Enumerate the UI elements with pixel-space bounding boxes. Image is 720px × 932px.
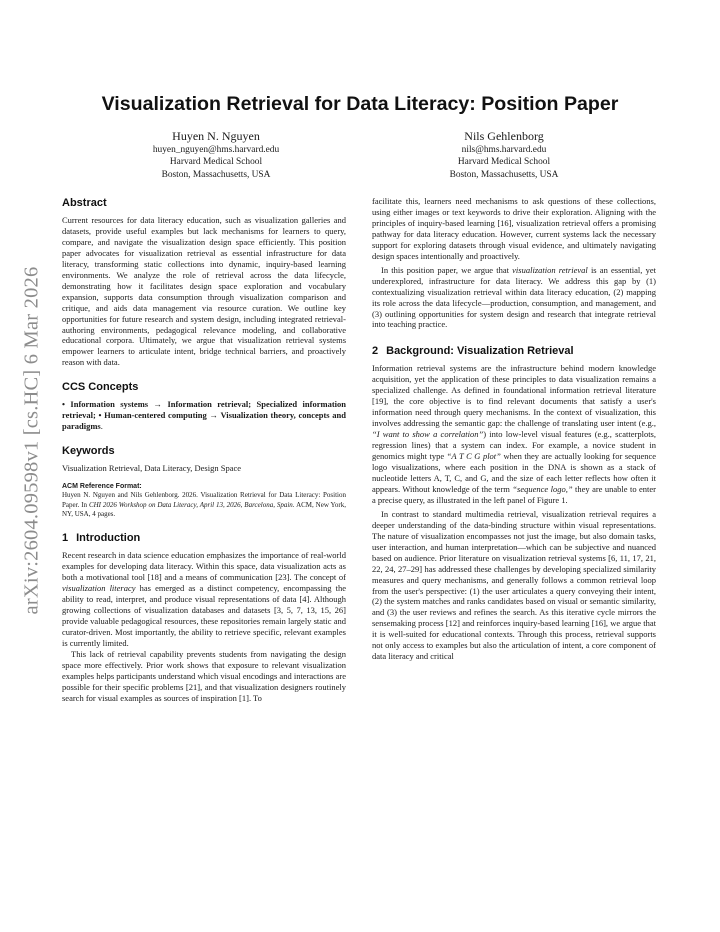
- keywords-heading: Keywords: [62, 445, 115, 458]
- quoted-example: “A T C G plot”: [446, 451, 501, 462]
- ccs-end: .: [100, 421, 103, 432]
- arxiv-identifier: arXiv:2604.09598v1 [cs.HC] 6 Mar 2026: [20, 266, 43, 614]
- section-number: 1: [62, 532, 69, 545]
- author-block-1: [96, 128, 336, 181]
- text-run: Recent research in data science education emphasizes the importance of real-world examples for developing data literacy. Within this space, data visualization acts as both a motivational tool [18] and a means of communication [23]. The concept of: [62, 550, 346, 583]
- arxiv-stamp: [12, 200, 52, 680]
- author-email: huyen_nguyen@hms.harvard.edu: [152, 145, 280, 155]
- author-location: Boston, Massachusetts, USA: [161, 169, 271, 180]
- acm-reference-publisher: ACM, New York, NY, USA, 4 pages.: [62, 500, 346, 518]
- author-affiliation: Harvard Medical School: [457, 157, 551, 168]
- text-run: has emerged as a distinct competency, encompassing the ability to read, interpret, and produce visual representations of data [4]. Although growing collections of visualization databases and datasets [3, 5, 7, 13, 15, 26] provide valuable pedagogical resources, these repositories remain largely static and curator-driven. Most importantly, the ability to retrieve specific, relevant examples is currently limited.: [62, 583, 346, 648]
- introduction-paragraph-4: [372, 265, 656, 331]
- introduction-paragraph-2: This lack of retrieval capability prevents students from navigating the design space more effectively. Prior work shows that exposure to relevant visualization examples helps participants understand which visual encodings and interactions are possible for their specific problems [21], and that visualization designers routinely search for visual examples as sources of inspiration [1]. To: [62, 648, 346, 703]
- ccs-bullet-human-centered: • Human-centered computing → Visualization theory, concepts and paradigms: [62, 410, 346, 432]
- text-run: when they are actually looking for sequence logo visualizations, where each position in the DNA is shown as a stack of nucleotide letters A, T, C, and G, and the size of each letter reflects how often it appears. Without knowledge of the term: [372, 451, 657, 494]
- introduction-heading: [62, 531, 346, 545]
- left-column: [62, 196, 346, 704]
- background-heading: [372, 344, 656, 358]
- introduction-paragraph-3: facilitate this, learners need mechanisms to ask questions of these collections, using either images or text keywords to drive their exploration. Aligning with the principles of inquiry-based learning [16], visualization retrieval offers a promising pathway for data literacy education. However, current systems lack the necessary support for exploring datasets through visual evidence, and ultimately navigating design spaces intentionally and proactively.: [372, 196, 656, 261]
- acm-reference-text: [62, 491, 346, 519]
- keywords-text: Visualization Retrieval, Data Literacy, Design Space: [62, 463, 242, 474]
- emphasis-term: visualization retrieval: [512, 264, 588, 275]
- ccs-bullet-information-systems: • Information systems → Information retrieval; Specialized information retrieval;: [62, 399, 346, 421]
- acm-reference-venue: CHI 2026 Workshop on Data Literacy, April 13, 2026, Barcelona, Spain.: [88, 500, 295, 509]
- author-block-2: [384, 128, 624, 181]
- quoted-example: “sequence logo,”: [512, 483, 573, 494]
- background-paragraph-1: [372, 363, 656, 505]
- author-email: nils@hms.harvard.edu: [461, 145, 547, 155]
- background-paragraph-2: In contrast to standard multimedia retrieval, visualization retrieval requires a deeper understanding of the data-binding structure within visual representations. The nature of visualization encompasses not just the image, but also domain tasks, user interaction, and human interpretation—which can be subjective and nuanced based on audience. Prior literature on visualization retrieval systems [6, 11, 17, 21, 22, 24, 27–29] has addressed these challenges by developing specialized similarity measures and query mechanisms, and generally follows a common retrieval loop from the user's perspective: (1) the user articulates a query conveying their intent, (2) the system matches and ranks candidates based on visual or semantic similarity, and (3) the user reviews and refines the search. As this iterative cycle mirrors the sensemaking process [12] and reinforces inquiry-based learning [16], we argue that it is well-suited for educational contexts. Through this process, retrieval supports not only access to examples but also the articulation of intent, a core component of data literacy and critical: [372, 508, 656, 662]
- emphasis-term: visualization literacy: [62, 583, 136, 594]
- author-name: Huyen N. Nguyen: [172, 129, 260, 143]
- text-run: is an essential, yet underexplored, infrastructure for data literacy. We address this gap by (1) contextualizing visualization retrieval within data literacy education, (2) mapping its role across the data lifecycle—production, consumption, and management, and (3) outlining opportunities for system design and research that integrate retrieval into teaching practice.: [372, 264, 656, 330]
- section-title: Background: Visualization Retrieval: [386, 345, 574, 358]
- text-run: they are unable to enter a precise query, as illustrated in the left panel of Figure 1.: [372, 483, 656, 505]
- paper-title: Visualization Retrieval for Data Literacy: Position Paper: [101, 93, 619, 115]
- quoted-example: “I want to show a correlation”: [372, 429, 484, 440]
- section-title: Introduction: [76, 532, 141, 545]
- author-name: Nils Gehlenborg: [464, 129, 544, 143]
- author-location: Boston, Massachusetts, USA: [449, 169, 559, 180]
- abstract-heading: Abstract: [62, 197, 107, 209]
- text-run: ) into low-level visual features (e.g., scatterplots, regression lines) that a system can index. For example, a novice student in genomics might type: [372, 429, 656, 462]
- text-run: In this position paper, we argue that: [381, 264, 513, 275]
- author-affiliation: Harvard Medical School: [169, 157, 263, 168]
- section-number: 2: [372, 345, 379, 358]
- acm-reference-label: ACM Reference Format:: [62, 483, 142, 491]
- text-run: Information retrieval systems are the infrastructure behind modern knowledge acquisition, yet the application of these principles to data visualization remains a specialized challenge. As defined in foundational information retrieval literature [19], the core objective is to find relevant documents that satisfy a user's information need through query mechanisms. In the context of visualization, this involves addressing the semantic gap: the challenge of translating user intent (e.g.,: [372, 363, 656, 429]
- ccs-heading: CCS Concepts: [62, 381, 139, 394]
- right-column: [372, 196, 656, 662]
- abstract-text: Current resources for data literacy education, such as visualization galleries and datasets, provide useful examples but lack mechanisms for learners to query, compare, and navigate the visualization design space efficiently. This position paper advocates for visualization retrieval as essential infrastructure for data literacy, transforming static collections into dynamic, inquiry-based learning environments. We analyze the role of retrieval across the data lifecycle, demonstrating how it facilitates design space exploration and vocabulary expansion, supports data consumption through visualization comparison and critique, and aids data management via resource curation. We outline key opportunities for future research and system design, including integrated retrieval-authoring environments, pedagogical relevance modeling, and collaborative educational corpora. Ultimately, we argue that visualization retrieval systems empower learners to articulate intent, bridge technical barriers, and proactively reason with data.: [62, 215, 346, 368]
- ccs-concepts: [62, 399, 346, 432]
- acm-reference-authors: Huyen N. Nguyen and Nils Gehlenborg. 2026. Visualization Retrieval for Data Literacy: Position Paper. In: [62, 491, 346, 509]
- introduction-paragraph-1: [62, 550, 346, 649]
